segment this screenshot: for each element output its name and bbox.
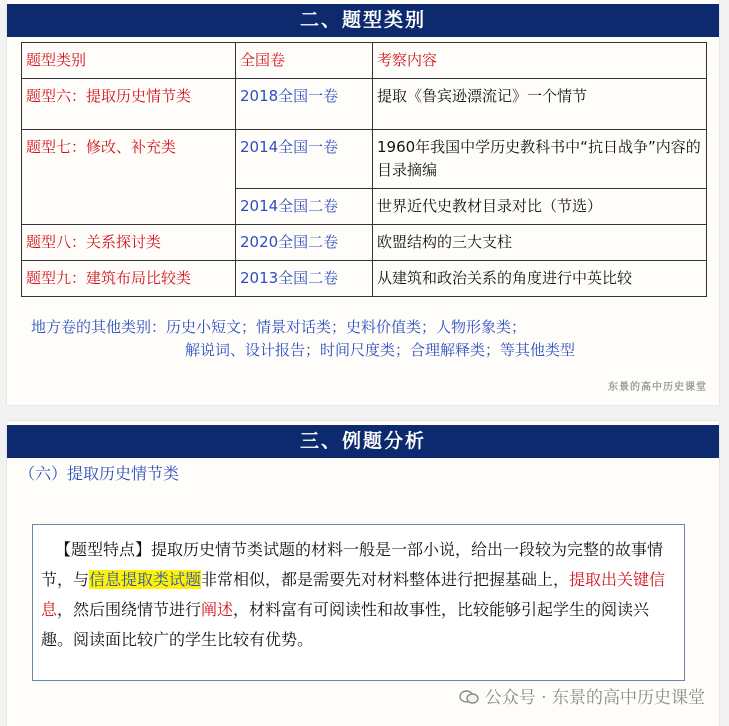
cell-content: 1960年我国中学历史教科书中“抗日战争”内容的目录摘编 <box>373 130 707 189</box>
cell-paper: 2020全国二卷 <box>236 225 373 261</box>
other-categories-line2: 解说词、设计报告；时间尺度类；合理解释类；等其他类型 <box>185 341 576 359</box>
feature-box <box>32 524 685 681</box>
other-categories-line1: 地方卷的其他类别：历史小短文；情景对话类；史料价值类；人物形象类； <box>31 318 527 336</box>
cell-paper: 2013全国二卷 <box>236 261 373 297</box>
cell-type: 题型六：提取历史情节类 <box>22 79 236 130</box>
cell-type: 题型九：建筑布局比较类 <box>22 261 236 297</box>
watermark-text: 公众号 · 东景的高中历史课堂 <box>484 688 705 708</box>
table-row <box>22 225 707 261</box>
cell-paper: 2014全国一卷 <box>236 130 373 189</box>
para-text: 【题型特点】提取历史情节类试题的材料一般是一部小说，给出一段较为完整的故事情节，与 <box>41 540 664 589</box>
slide-question-types <box>7 0 719 405</box>
question-types-table <box>21 42 707 297</box>
cell-content: 世界近代史教材目录对比（节选） <box>373 189 707 225</box>
watermark <box>459 683 705 708</box>
subsection-title: （六）提取历史情节类 <box>19 464 180 483</box>
para-text: ，材料富有可阅读性和故事性，比较能够引起学生的阅读兴趣。阅读面比较广的学生比较有优势。 <box>41 600 650 649</box>
para-text: 非常相似，都是需要先对材料整体进行把握基础上， <box>201 570 570 589</box>
cell-paper: 2014全国二卷 <box>236 189 373 225</box>
header-type: 题型类别 <box>22 43 236 79</box>
para-text: ，然后围绕情节进行 <box>57 600 202 619</box>
other-categories <box>31 316 671 362</box>
key-phrase: 提取出关键信息 <box>41 570 666 619</box>
cell-content: 提取《鲁宾逊漂流记》一个情节 <box>373 79 707 130</box>
section-title: 二、题型类别 <box>7 4 719 37</box>
table-row <box>22 79 707 130</box>
feature-paragraph <box>41 535 677 655</box>
header-content: 考察内容 <box>373 43 707 79</box>
slide-example-analysis <box>7 421 719 726</box>
wechat-icon <box>459 690 479 704</box>
key-phrase: 阐述 <box>201 600 234 619</box>
cell-paper: 2018全国一卷 <box>236 79 373 130</box>
header-paper: 全国卷 <box>236 43 373 79</box>
cell-type: 题型七：修改、补充类 <box>22 130 236 225</box>
table-header-row <box>22 43 707 79</box>
highlight-text: 信息提取类试题 <box>89 570 202 589</box>
cell-content: 从建筑和政治关系的角度进行中英比较 <box>373 261 707 297</box>
cell-content: 欧盟结构的三大支柱 <box>373 225 707 261</box>
table-row <box>22 130 707 189</box>
cell-type: 题型八：关系探讨类 <box>22 225 236 261</box>
watermark: 东景的高中历史课堂 <box>608 382 707 393</box>
table-row <box>22 261 707 297</box>
section-title: 三、例题分析 <box>7 425 719 458</box>
